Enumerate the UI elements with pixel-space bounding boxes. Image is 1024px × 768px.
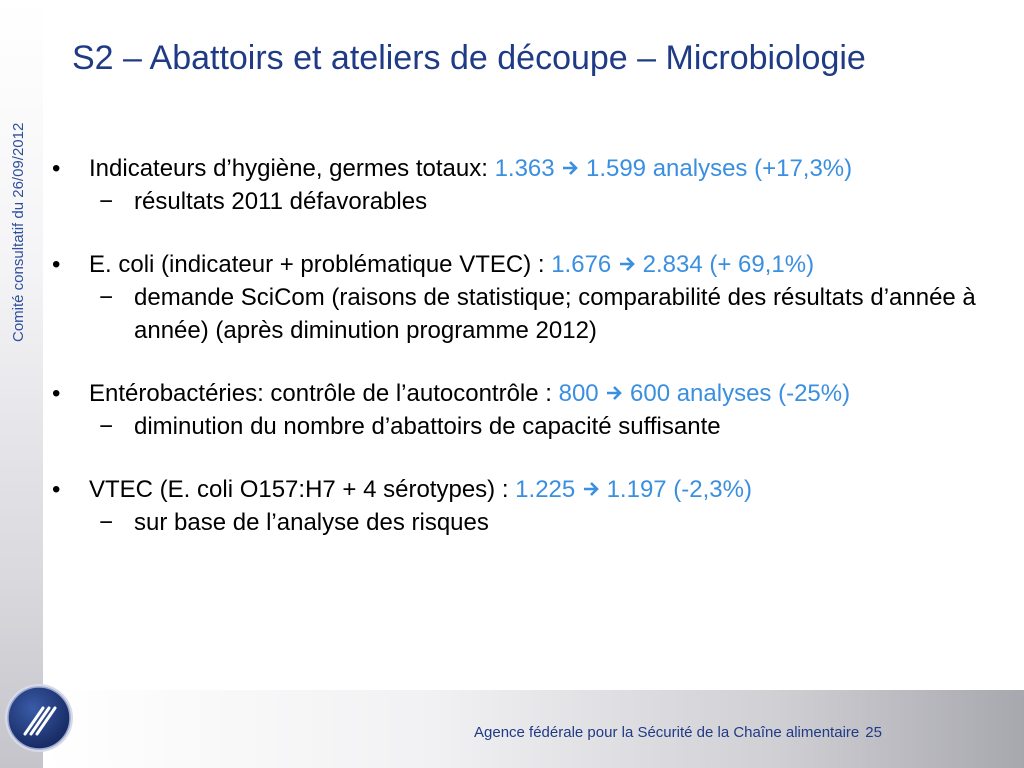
bullet-item (52, 248, 1017, 347)
right-arrow-icon (618, 254, 636, 274)
sub-bullet-symbol: − (99, 509, 114, 536)
sub-bullet (52, 281, 1017, 347)
value-from: 800 (558, 380, 599, 407)
sub-bullet (52, 410, 1017, 443)
bullet-text: Entérobactéries: contrôle de l’autocontrôle : (89, 380, 559, 407)
value-from: 1.225 (515, 476, 576, 503)
bullet-item (52, 377, 1017, 443)
bullet-item (52, 152, 1017, 218)
side-label: Comité consultatif du 26/09/2012 (10, 122, 27, 342)
bullet-symbol: • (52, 476, 61, 503)
bullet-text: E. coli (indicateur + problématique VTEC) : (89, 251, 552, 278)
bullet-line (52, 152, 1017, 185)
bullet-list (52, 152, 1017, 569)
right-arrow-icon (605, 383, 623, 403)
right-arrow-icon (582, 479, 600, 499)
value-from: 1.676 (551, 251, 612, 278)
value-to: 600 analyses (-25%) (630, 380, 851, 407)
bullet-line (52, 377, 1017, 410)
bullet-symbol: • (52, 251, 61, 278)
value-to: 1.197 (-2,3%) (606, 476, 752, 503)
value-from: 1.363 (494, 155, 555, 182)
sub-bullet-text: résultats 2011 défavorables (134, 188, 428, 215)
bullet-line (52, 473, 1017, 506)
slide-title: S2 – Abattoirs et ateliers de découpe – Microbiologie (72, 39, 866, 77)
sub-bullet (52, 506, 1017, 539)
page-number: 25 (865, 724, 882, 741)
footer-agency: Agence fédérale pour la Sécurité de la Chaîne alimentaire (474, 724, 860, 741)
value-to: 1.599 analyses (+17,3%) (585, 155, 853, 182)
bullet-text: VTEC (E. coli O157:H7 + 4 sérotypes) : (89, 476, 516, 503)
bullet-symbol: • (52, 155, 61, 182)
sub-bullet-text: diminution du nombre d’abattoirs de capacité suffisante (134, 413, 721, 440)
sub-bullet (52, 185, 1017, 218)
sub-bullet-text: demande SciCom (raisons de statistique; comparabilité des résultats d’année à année) (après diminution programme 2012) (134, 284, 976, 344)
bullet-symbol: • (52, 380, 61, 407)
right-arrow-icon (561, 158, 579, 178)
sub-bullet-text: sur base de l’analyse des risques (134, 509, 489, 536)
fork-knife-logo-icon (3, 682, 75, 754)
bullet-line (52, 248, 1017, 281)
footer (474, 724, 882, 741)
value-to: 2.834 (+ 69,1%) (642, 251, 815, 278)
bullet-text: Indicateurs d’hygiène, germes totaux: (89, 155, 495, 182)
bullet-item (52, 473, 1017, 539)
sub-bullet-symbol: − (99, 413, 114, 440)
sub-bullet-symbol: − (99, 188, 114, 215)
sub-bullet-symbol: − (99, 284, 114, 311)
